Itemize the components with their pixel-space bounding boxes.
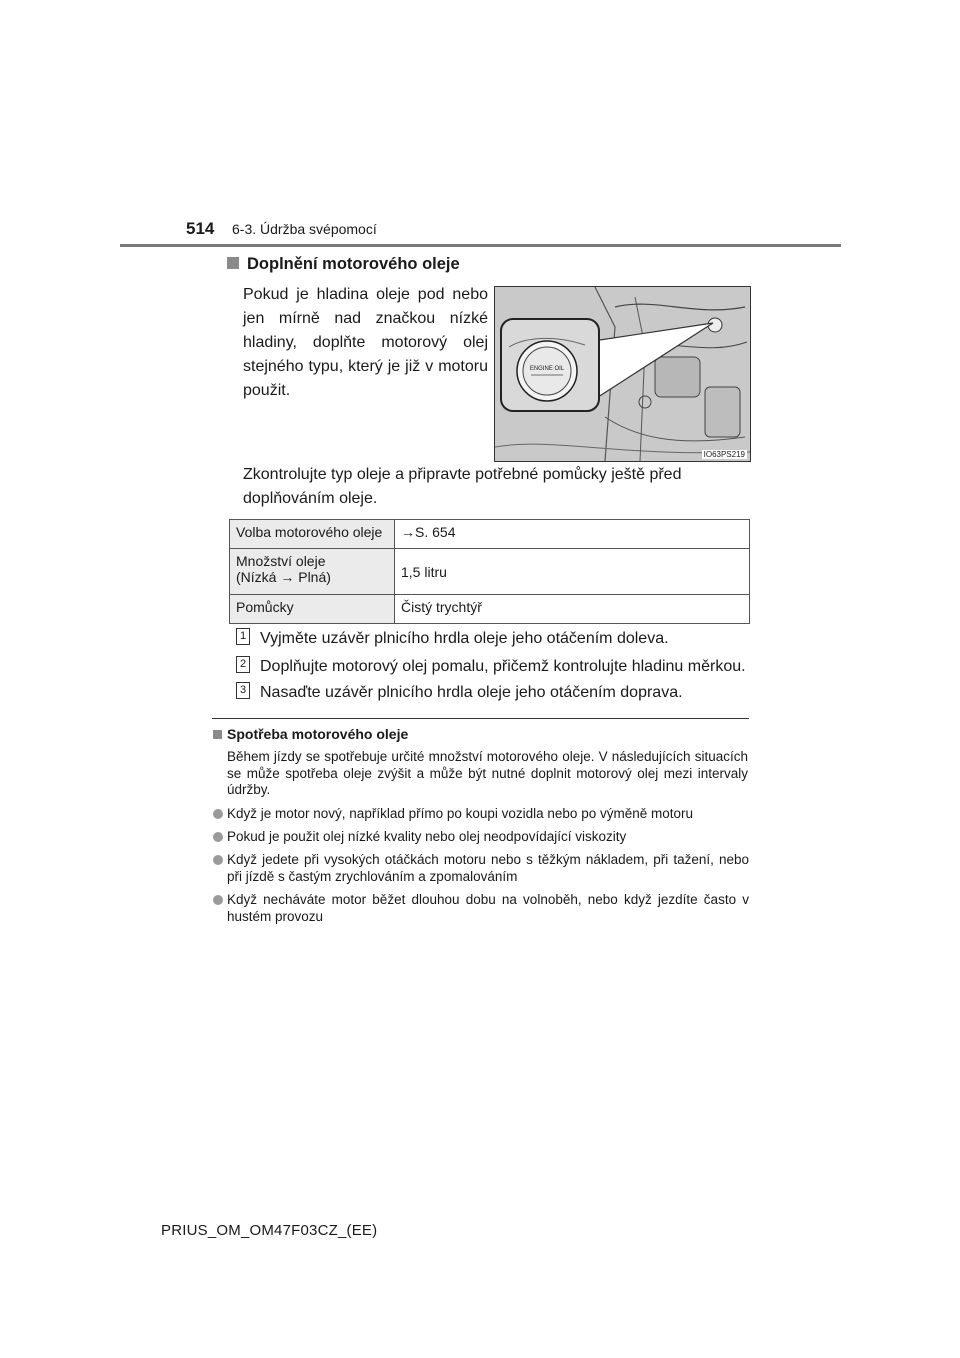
table-row — [230, 520, 750, 549]
square-bullet-icon — [227, 257, 239, 269]
header-divider — [120, 244, 841, 247]
intro-paragraph: Pokud je hladina oleje pod nebo jen mírně nad značkou nízké hladiny, doplňte motorový olej stejného typu, který je již v motoru použit. — [243, 286, 488, 399]
step-item — [236, 684, 756, 702]
step-text: Nasaďte uzávěr plnicího hrdla oleje jeho otáčením doprava. — [260, 684, 683, 701]
table-key-line: Množství oleje — [236, 553, 326, 569]
section-header: 6-3. Údržba svépomocí — [232, 221, 377, 237]
list-item-text: Když je motor nový, například přímo po koupi vozidla nebo po výměně motoru — [227, 806, 693, 821]
table-key-cell — [230, 549, 395, 595]
step-item — [236, 630, 756, 648]
square-bullet-icon — [213, 730, 222, 739]
consumption-heading — [213, 726, 408, 742]
figure-code: IO63PS219 — [703, 450, 745, 459]
step-text: Vyjměte uzávěr plnicího hrdla oleje jeho otáčením doleva. — [260, 630, 669, 647]
list-item — [211, 806, 749, 823]
footer-doc-code: PRIUS_OM_OM47F03CZ_(EE) — [161, 1222, 378, 1239]
step-text: Doplňujte motorový olej pomalu, přičemž kontrolujte hladinu měrkou. — [260, 658, 746, 675]
list-item-text: Když jedete při vysokých otáčkách motoru nebo s těžkým nákladem, při tažení, nebo při jízdě s častým zrychlováním a zpomalováním — [227, 852, 749, 884]
list-item-text: Když necháváte motor běžet dlouhou dobu na volnoběh, nebo když jezdíte často v hustém provozu — [227, 892, 749, 924]
table-row — [230, 549, 750, 595]
table-value-cell: 1,5 litru — [395, 549, 750, 595]
section-divider — [212, 718, 749, 719]
bullet-dot-icon — [213, 855, 223, 865]
section-heading — [227, 255, 460, 274]
list-item — [211, 892, 749, 925]
step-number: 2 — [236, 656, 250, 673]
table-key-line: (Nízká → Plná) — [236, 569, 331, 585]
list-item — [211, 829, 749, 846]
engine-bay-illustration — [495, 287, 750, 461]
list-item — [211, 852, 749, 885]
heading-text: Doplnění motorového oleje — [247, 255, 460, 273]
table-value-cell: Čistý trychtýř — [395, 595, 750, 624]
table-row — [230, 595, 750, 624]
table-key-cell: Volba motorového oleje — [230, 520, 395, 549]
bullet-dot-icon — [213, 832, 223, 842]
oil-cap-figure — [494, 286, 751, 462]
check-paragraph: Zkontrolujte typ oleje a připravte potřebné pomůcky ještě před doplňováním oleje. — [243, 466, 682, 507]
oil-cap-label: ENGINE OIL — [529, 366, 565, 372]
list-item-text: Pokud je použit olej nízké kvality nebo olej neodpovídající viskozity — [227, 829, 627, 844]
page-number: 514 — [186, 219, 215, 238]
bullet-dot-icon — [213, 809, 223, 819]
oil-spec-table — [229, 519, 750, 624]
table-key-cell: Pomůcky — [230, 595, 395, 624]
consumption-paragraph: Během jízdy se spotřebuje určité množství motorového oleje. V následujících situacích se může spotřeba oleje zvýšit a může být nutné doplnit motorový olej mezi intervaly údržby. — [227, 749, 748, 797]
table-value-cell: →S. 654 — [395, 520, 750, 549]
bullet-dot-icon — [213, 895, 223, 905]
step-number: 1 — [236, 628, 250, 645]
heading-text: Spotřeba motorového oleje — [227, 726, 409, 742]
step-item — [236, 658, 756, 676]
step-number: 3 — [236, 682, 250, 699]
